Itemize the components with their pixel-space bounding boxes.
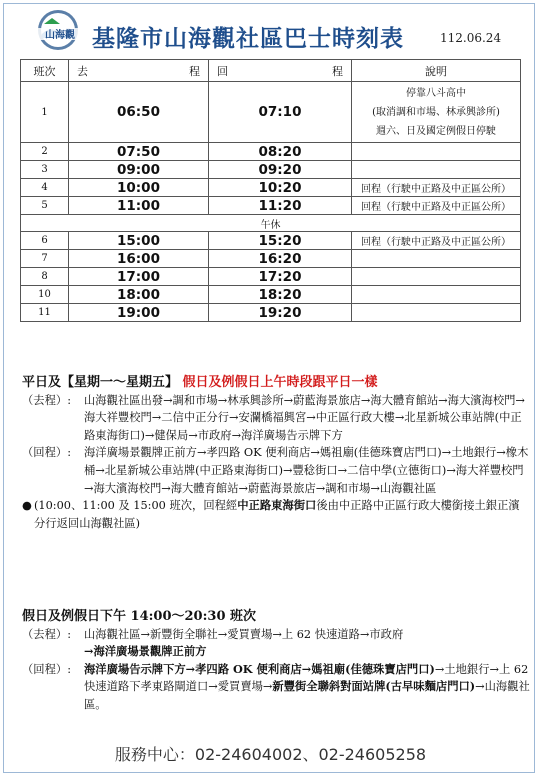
trip-note xyxy=(352,286,521,304)
trip-no: 2 xyxy=(21,143,69,161)
header-row xyxy=(21,60,521,82)
trip-no: 11 xyxy=(21,304,69,322)
return-route: 海洋廣場告示牌下方→孝四路 OK 便利商店→媽祖廟(佳德珠寶店門口)→土地銀行→上 62 快速道路下孝東路閘道口→愛買賣場→新豐街全聯斜對面站牌(古早味麵店門口)→山海觀社區。 xyxy=(84,661,530,711)
holiday-section xyxy=(22,608,530,714)
service-center-contact: 服務中心：02-24604002、02-24605258 xyxy=(114,745,427,764)
shanhaiguan-logo xyxy=(34,8,86,52)
header-return: 回 程 xyxy=(209,60,352,82)
trip-no: 3 xyxy=(21,161,69,179)
table-row xyxy=(21,179,521,197)
trip-note: 回程（行駛中正路及中正區公所） xyxy=(352,232,521,250)
outbound-time: 17:00 xyxy=(69,268,209,286)
outbound-time: 15:00 xyxy=(69,232,209,250)
trip-note: 停靠八斗高中 (取消調和市場、林承興診所) 週六、日及國定例假日停駛 xyxy=(352,82,521,143)
outbound-time: 19:00 xyxy=(69,304,209,322)
trip-no: 5 xyxy=(21,197,69,215)
table-row xyxy=(21,304,521,322)
trip-note xyxy=(352,143,521,161)
weekday-heading: 平日及【星期一～星期五】 假日及例假日上午時段跟平日一樣 xyxy=(22,375,378,390)
return-time: 07:10 xyxy=(209,82,352,143)
table-row xyxy=(21,82,521,143)
issue-date: 112.06.24 xyxy=(440,31,502,45)
header-note: 說明 xyxy=(352,60,521,82)
table-row xyxy=(21,197,521,215)
lunch-break-row xyxy=(21,215,521,232)
outbound-time: 10:00 xyxy=(69,179,209,197)
return-time: 09:20 xyxy=(209,161,352,179)
outbound-time: 07:50 xyxy=(69,143,209,161)
outbound-route: 山海觀社區→新豐街全聯社→愛買賣場→上 62 快速道路→市政府 →海洋廣場景觀牌正前方 xyxy=(84,627,404,659)
table-row xyxy=(21,161,521,179)
holiday-return xyxy=(22,661,530,714)
return-time: 18:20 xyxy=(209,286,352,304)
lunch-break-label: 午休 xyxy=(21,215,521,232)
outbound-label: （去程）: xyxy=(22,627,71,641)
return-time: 16:20 xyxy=(209,250,352,268)
weekday-outbound xyxy=(22,392,530,445)
trip-no: 8 xyxy=(21,268,69,286)
trip-no: 1 xyxy=(21,82,69,143)
table-row xyxy=(21,143,521,161)
outbound-time: 11:00 xyxy=(69,197,209,215)
return-time: 11:20 xyxy=(209,197,352,215)
outbound-label: （去程）: xyxy=(22,393,71,407)
holiday-outbound xyxy=(22,626,530,661)
trip-note xyxy=(352,304,521,322)
return-time: 08:20 xyxy=(209,143,352,161)
trip-no: 6 xyxy=(21,232,69,250)
table-row xyxy=(21,250,521,268)
trip-note xyxy=(352,250,521,268)
outbound-time: 06:50 xyxy=(69,82,209,143)
trip-no: 7 xyxy=(21,250,69,268)
outbound-time: 16:00 xyxy=(69,250,209,268)
return-time: 15:20 xyxy=(209,232,352,250)
weekday-section xyxy=(22,374,530,532)
weekday-note: ● (10:00、11:00 及 15:00 班次，回程經中正路東海街口後由中正路中正區行政大樓銜接土銀正濱分行返回山海觀社區) xyxy=(22,497,530,532)
trip-no: 4 xyxy=(21,179,69,197)
return-route: 海洋廣場景觀牌正前方→孝四路 OK 便利商店→媽祖廟(佳德珠寶店門口)→土地銀行→橡木桶→北星新城公車站牌(中正路東海街口)→豐稔街口→二信中學(立德街口)→海大祥豐校門→海大濱海校門→海大體育館站→蔚藍海景旅店→調和市場→山海觀社區 xyxy=(84,446,529,495)
trip-note xyxy=(352,161,521,179)
weekday-return xyxy=(22,444,530,497)
trip-note: 回程（行駛中正路及中正區公所） xyxy=(352,197,521,215)
outbound-time: 09:00 xyxy=(69,161,209,179)
trip-no: 10 xyxy=(21,286,69,304)
return-time: 17:20 xyxy=(209,268,352,286)
table-row xyxy=(21,286,521,304)
holiday-heading: 假日及例假日下午 14:00～20:30 班次 xyxy=(22,609,257,624)
return-label: （回程）: xyxy=(22,662,71,676)
logo-text: 山海觀 xyxy=(45,30,75,41)
return-time: 10:20 xyxy=(209,179,352,197)
table-row xyxy=(21,268,521,286)
return-time: 19:20 xyxy=(209,304,352,322)
outbound-time: 18:00 xyxy=(69,286,209,304)
bullet-icon: ● xyxy=(22,499,32,513)
page-title: 基隆市山海觀社區巴士時刻表 xyxy=(92,26,404,52)
trip-note xyxy=(352,268,521,286)
header-no: 班次 xyxy=(21,60,69,82)
return-label: （回程）: xyxy=(22,446,71,460)
header-outbound: 去 程 xyxy=(69,60,209,82)
outbound-route: 山海觀社區出發→調和市場→林承興診所→蔚藍海景旅店→海大體育館站→海大濱海校門→海大祥豐校門→二信中正分行→安瀾橋福興宮→中正區行政大樓→北星新城公車站牌(中正路東海街口)→健保局→市政府→海洋廣場告示牌下方 xyxy=(84,393,525,442)
timetable xyxy=(20,59,521,322)
trip-note: 回程（行駛中正路及中正區公所） xyxy=(352,179,521,197)
table-row xyxy=(21,232,521,250)
